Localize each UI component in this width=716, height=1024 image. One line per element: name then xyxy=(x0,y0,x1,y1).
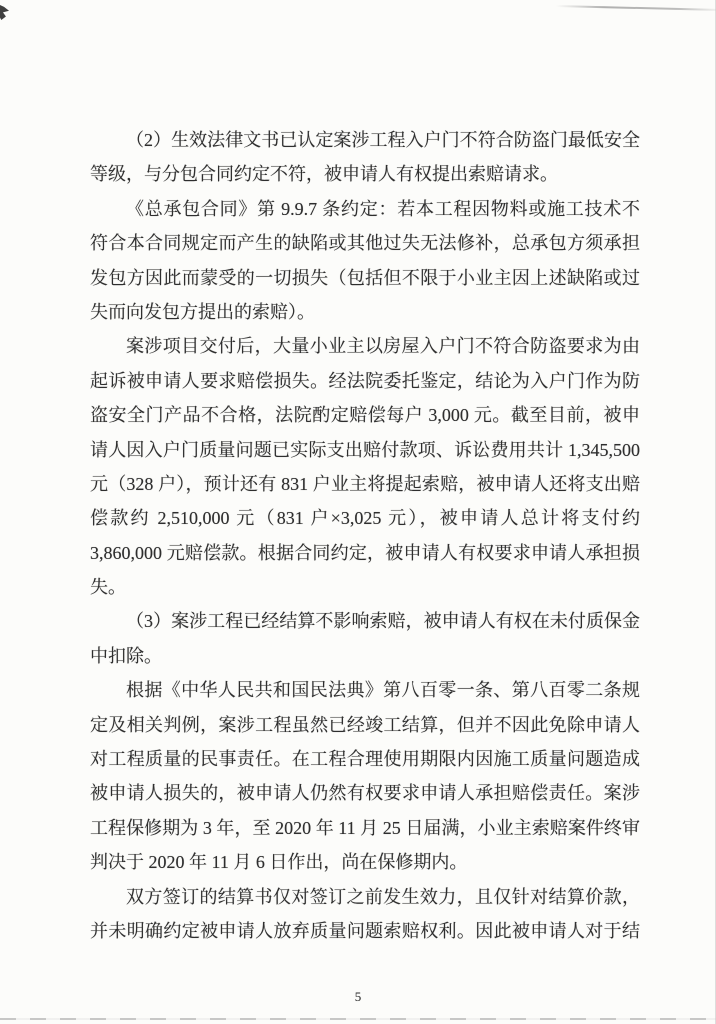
text-line: 被申请人损失的，被申请人仍然有权要求申请人承担赔偿责任。案涉 xyxy=(90,783,640,804)
scan-artifact-corner-mark xyxy=(0,4,9,20)
text-line: （2）生效法律文书已认定案涉工程入户门不符合防盗门最低安全 xyxy=(126,130,640,150)
text-line: 起诉被申请人要求赔偿损失。经法院委托鉴定，结论为入户门作为防 xyxy=(90,370,640,391)
text-line: 根据《中华人民共和国民法典》第八百零一条、第八百零二条规 xyxy=(126,680,640,701)
text-line: 3,860,000 元赔偿款。根据合同约定，被申请人有权要求申请人承担损 xyxy=(90,542,640,563)
text-line: 符合本合同规定而产生的缺陷或其他过失无法修补，总承包方须承担 xyxy=(90,233,640,254)
text-line: 发包方因此而蒙受的一切损失（包括但不限于小业主因上述缺陷或过 xyxy=(90,267,640,288)
text-line: 偿款约 2,510,000 元（831 户×3,025 元），被申请人总计将支付约 xyxy=(90,508,640,529)
text-line: 失而向发包方提出的索赔）。 xyxy=(90,301,315,322)
text-line: 判决于 2020 年 11 月 6 日作出，尚在保修期内。 xyxy=(90,852,468,873)
text-line: 并未明确约定被申请人放弃质量问题索赔权利。因此被申请人对于结 xyxy=(90,920,640,941)
scan-artifact-bottom-edge xyxy=(0,1018,716,1020)
text-line: 《总承包合同》第 9.9.7 条约定：若本工程因物料或施工技术不 xyxy=(126,198,640,219)
page-number: 5 xyxy=(354,989,362,1004)
text-line: 案涉项目交付后，大量小业主以房屋入户门不符合防盗要求为由 xyxy=(126,336,640,357)
text-line: 双方签订的结算书仅对签订之前发生效力，且仅针对结算价款， xyxy=(126,886,640,907)
text-line: 中扣除。 xyxy=(90,645,162,666)
text-line: 等级，与分包合同约定不符，被申请人有权提出索赔请求。 xyxy=(90,164,558,185)
text-line: 盗安全门产品不合格，法院酌定赔偿每户 3,000 元。截至目前，被申 xyxy=(90,405,640,426)
text-line: 请人因入户门质量问题已实际支出赔付款项、诉讼费用共计 1,345,500 xyxy=(90,439,640,460)
text-line: 对工程质量的民事责任。在工程合理使用期限内因施工质量问题造成 xyxy=(90,749,640,770)
text-block xyxy=(90,123,640,948)
text-line: 失。 xyxy=(90,577,126,598)
text-line: （3）案涉工程已经结算不影响索赔，被申请人有权在未付质保金 xyxy=(126,611,640,632)
text-line: 工程保修期为 3 年，至 2020 年 11 月 25 日届满，小业主索赔案件终审 xyxy=(90,817,640,838)
text-line: 元（328 户），预计还有 831 户业主将提起索赔，被申请人还将支出赔 xyxy=(90,473,640,494)
text-line: 定及相关判例，案涉工程虽然已经竣工结算，但并不因此免除申请人 xyxy=(90,714,640,735)
scan-artifact-top-right-line xyxy=(556,5,716,11)
